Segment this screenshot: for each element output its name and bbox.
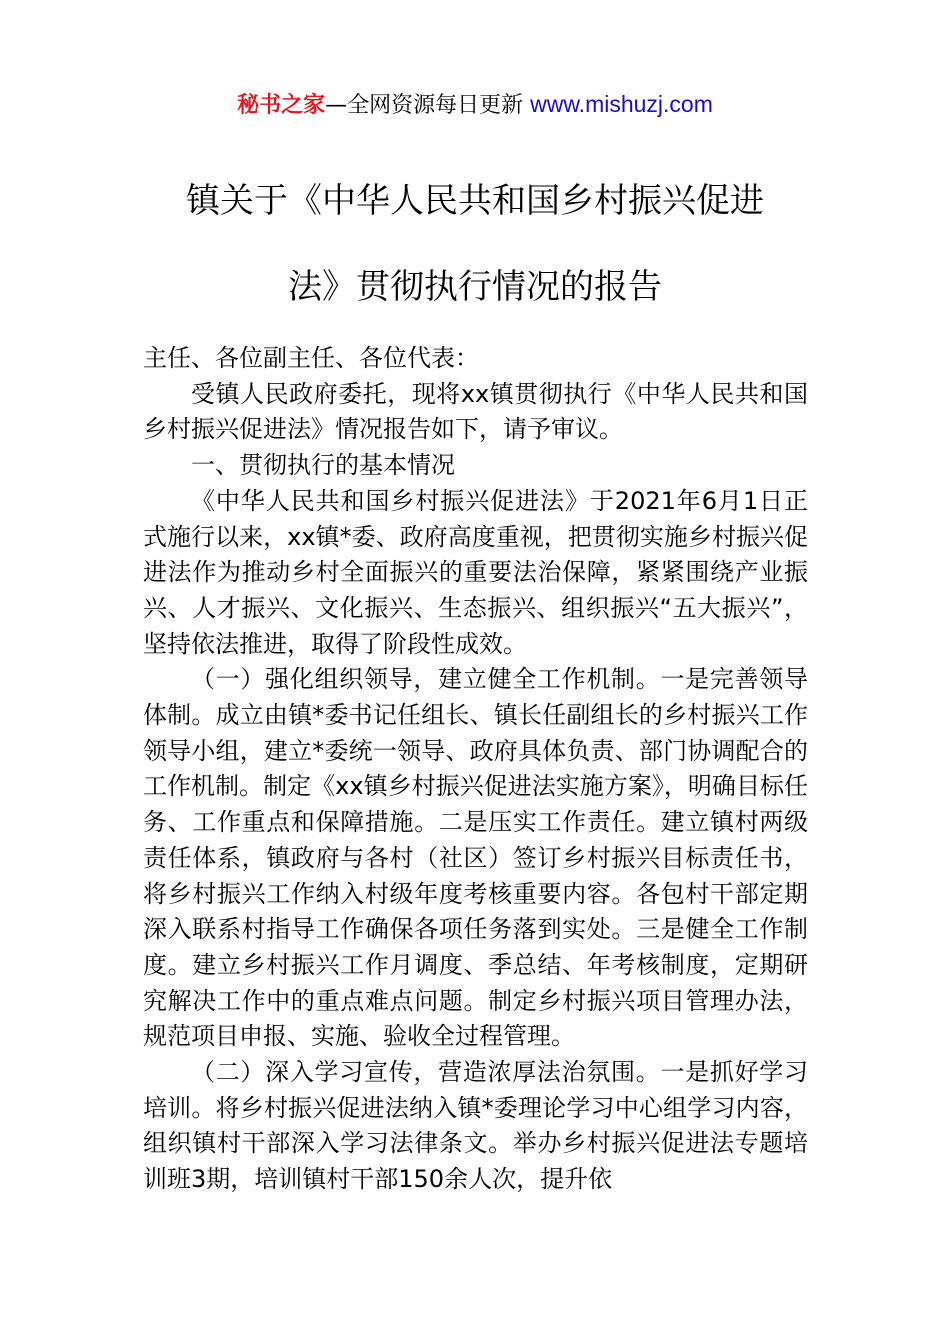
- body-paragraph: （二）深入学习宣传，营造浓厚法治氛围。一是抓好学习培训。将乡村振兴促进法纳入镇*委理论学习中心组学习内容，组织镇村干部深入学习法律条文。举办乡村振兴促进法专题培训班3期，培训镇村干部150余人次，提升依: [143, 1058, 808, 1194]
- body-paragraph: （一）强化组织领导，建立健全工作机制。一是完善领导体制。成立由镇*委书记任组长、镇长任副组长的乡村振兴工作领导小组，建立*委统一领导、政府具体负责、部门协调配合的工作机制。制定《xx镇乡村振兴促进法实施方案》，明确目标任务、工作重点和保障措施。二是压实工作责任。建立镇村两级责任体系，镇政府与各村（社区）签订乡村振兴目标责任书，将乡村振兴工作纳入村级年度考核重要内容。各包村干部定期深入联系村指导工作确保各项任务落到实处。三是健全工作制度。建立乡村振兴工作月调度、季总结、年考核制度，定期研究解决工作中的重点难点问题。制定乡村振兴项目管理办法，规范项目申报、实施、验收全过程管理。: [143, 665, 808, 1051]
- body-paragraph: 《中华人民共和国乡村振兴促进法》于2021年6月1日正式施行以来，xx镇*委、政府高度重视，把贯彻实施乡村振兴促进法作为推动乡村全面振兴的重要法治保障，紧紧围绕产业振兴、人才振兴、文化振兴、生态振兴、组织振兴“五大振兴”，坚持依法推进，取得了阶段性成效。: [143, 486, 808, 658]
- salutation: 主任、各位副主任、各位代表：: [143, 344, 479, 372]
- document-title: [130, 158, 820, 330]
- header-tagline: —全网资源每日更新: [325, 93, 524, 118]
- site-url-link[interactable]: www.mishuzj.com: [530, 91, 713, 117]
- brand-name: 秘书之家: [237, 93, 326, 118]
- intro-paragraph: 受镇人民政府委托，现将xx镇贯彻执行《中华人民共和国乡村振兴促进法》情况报告如下，请予审议。: [143, 379, 808, 444]
- title-line-2: 法》贯彻执行情况的报告: [288, 267, 662, 307]
- section-heading: 一、贯彻执行的基本情况: [191, 451, 455, 480]
- title-line-1: 镇关于《中华人民共和国乡村振兴促进: [186, 181, 764, 221]
- site-header: [0, 86, 950, 124]
- document-body: [143, 341, 808, 1198]
